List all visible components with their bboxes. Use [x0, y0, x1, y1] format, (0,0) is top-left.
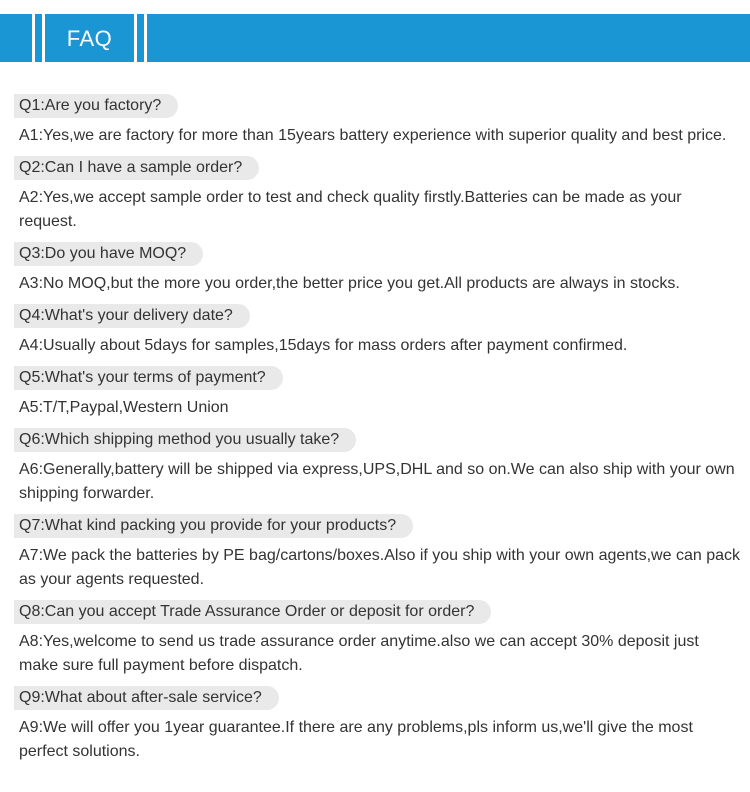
faq-answer: A7:We pack the batteries by PE bag/cartons/boxes.Also if you ship with your own agents,we can pack as your agents requested.	[19, 547, 740, 588]
faq-question: Q9:What about after-sale service?	[14, 686, 279, 710]
faq-question: Q7:What kind packing you provide for your products?	[14, 514, 413, 538]
faq-item	[14, 156, 744, 234]
faq-item	[14, 686, 744, 764]
faq-question: Q1:Are you factory?	[14, 94, 178, 118]
faq-item	[14, 600, 744, 678]
faq-question: Q6:Which shipping method you usually take?	[14, 428, 356, 452]
faq-item	[14, 514, 744, 592]
faq-question: Q2:Can I have a sample order?	[14, 156, 259, 180]
faq-answer: A9:We will offer you 1year guarantee.If there are any problems,pls inform us,we'll give the most perfect solutions.	[19, 719, 693, 760]
faq-list	[14, 94, 744, 772]
faq-item	[14, 242, 744, 296]
faq-answer: A2:Yes,we accept sample order to test and check quality firstly.Batteries can be made as your request.	[19, 189, 682, 230]
faq-question: Q3:Do you have MOQ?	[14, 242, 203, 266]
faq-answer: A4:Usually about 5days for samples,15days for mass orders after payment confirmed.	[19, 337, 628, 354]
faq-item	[14, 94, 744, 148]
banner-stripe	[134, 14, 137, 62]
faq-item	[14, 304, 744, 358]
faq-question: Q4:What's your delivery date?	[14, 304, 250, 328]
banner-stripe	[144, 14, 147, 62]
faq-answer: A3:No MOQ,but the more you order,the better price you get.All products are always in stocks.	[19, 275, 680, 292]
faq-item	[14, 366, 744, 420]
banner-stripe	[32, 14, 35, 62]
faq-item	[14, 428, 744, 506]
faq-answer: A1:Yes,we are factory for more than 15years battery experience with superior quality and best price.	[19, 127, 727, 144]
faq-question: Q8:Can you accept Trade Assurance Order or deposit for order?	[14, 600, 491, 624]
faq-answer: A6:Generally,battery will be shipped via express,UPS,DHL and so on.We can also ship with your own shipping forwarder.	[19, 461, 735, 502]
faq-answer: A5:T/T,Paypal,Western Union	[19, 399, 229, 416]
faq-banner	[0, 14, 750, 62]
faq-question: Q5:What's your terms of payment?	[14, 366, 283, 390]
page-title: FAQ	[66, 26, 113, 51]
faq-answer: A8:Yes,welcome to send us trade assurance order anytime.also we can accept 30% deposit just make sure full payment before dispatch.	[19, 633, 699, 674]
